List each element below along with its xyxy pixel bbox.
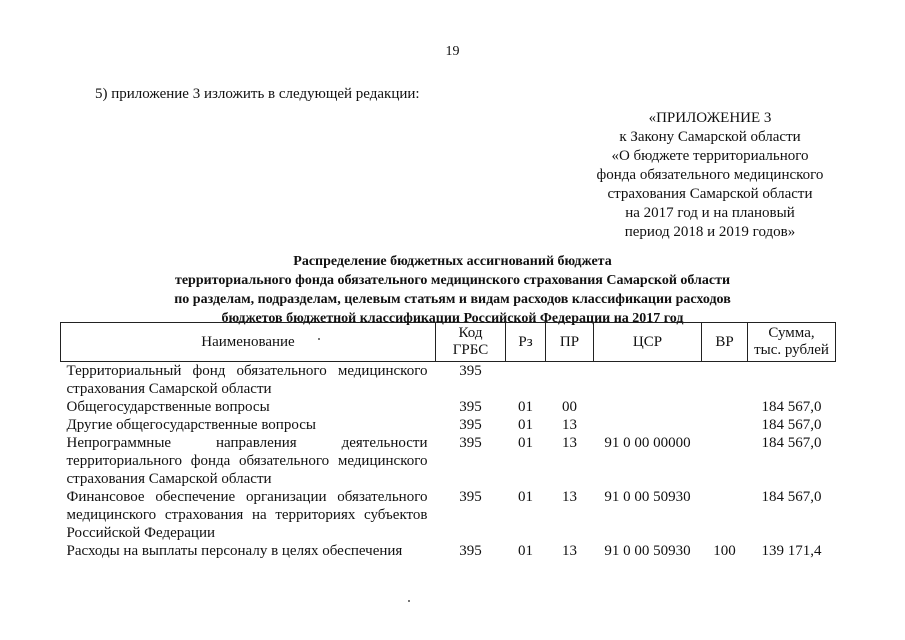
appendix-line: фонда обязательного медицинского [596, 167, 824, 183]
cell-pr [546, 362, 594, 399]
cell-sum: 184 567,0 [761, 417, 822, 433]
document-title [60, 252, 845, 328]
appendix-line: страхования Самарской области [607, 186, 813, 202]
appendix-heading [560, 109, 860, 242]
cell-csr: 91 0 00 50930 [604, 489, 691, 505]
header-pr: ПР [546, 323, 594, 362]
cell-grbs: 395 [459, 543, 482, 559]
appendix-line: «О бюджете территориального [611, 148, 809, 164]
cell-rz: 01 [518, 399, 533, 415]
cell-vr [702, 434, 748, 488]
cell-pr: 13 [562, 489, 577, 505]
cell-csr: 91 0 00 00000 [604, 435, 691, 451]
table-row [61, 398, 836, 416]
budget-table-container [60, 322, 835, 560]
cell-grbs: 395 [459, 399, 482, 415]
appendix-line: на 2017 год и на плановый [625, 205, 795, 221]
cell-pr: 13 [562, 417, 577, 433]
cell-grbs: 395 [459, 417, 482, 433]
table-row [61, 488, 836, 542]
title-line: Распределение бюджетных ассигнований бюджета [293, 254, 612, 269]
title-line: по разделам, подразделам, целевым статьям и видам расходов классификации расходов [174, 292, 731, 307]
cell-csr [594, 362, 702, 399]
appendix-line: к Закону Самарской области [619, 129, 801, 145]
cell-rz: 01 [518, 543, 533, 559]
page-number: 19 [445, 44, 460, 59]
header-csr: ЦСР [594, 323, 702, 362]
cell-rz: 01 [518, 435, 533, 451]
table-row [61, 542, 836, 560]
header-sum-line1: Сумма, [768, 325, 815, 341]
cell-grbs: 395 [459, 363, 482, 379]
appendix-line: «ПРИЛОЖЕНИЕ 3 [648, 110, 772, 126]
cell-name: Финансовое обеспечение организации обязательного медицинского страхования на территориях субъектов Российской Федерации [66, 489, 428, 541]
cell-sum: 184 567,0 [761, 489, 822, 505]
cell-sum: 139 171,4 [761, 543, 822, 559]
cell-pr: 00 [562, 399, 577, 415]
cell-rz: 01 [518, 417, 533, 433]
title-line: бюджетов бюджетной классификации Российской Федерации на 2017 год [221, 311, 684, 326]
header-name: Наименование [61, 323, 436, 362]
table-row [61, 362, 836, 399]
cell-pr: 13 [562, 435, 577, 451]
budget-table [60, 322, 836, 560]
header-grbs-line2: ГРБС [452, 342, 489, 358]
cell-sum: 184 567,0 [761, 435, 822, 451]
cell-vr [702, 398, 748, 416]
cell-name: Непрограммные направления деятельности территориального фонда обязательного медицинского страхования Самарской области [66, 435, 428, 487]
scan-speck [408, 600, 410, 602]
cell-rz [506, 362, 546, 399]
cell-csr [594, 416, 702, 434]
cell-name: Расходы на выплаты персоналу в целях обеспечения [66, 543, 403, 559]
cell-sum: 184 567,0 [761, 399, 822, 415]
cell-vr [702, 362, 748, 399]
scan-speck [318, 338, 320, 340]
cell-grbs: 395 [459, 489, 482, 505]
cell-name: Территориальный фонд обязательного медицинского страхования Самарской области [66, 363, 428, 397]
header-rz: Рз [506, 323, 546, 362]
cell-name: Другие общегосударственные вопросы [66, 417, 316, 433]
title-line: территориального фонда обязательного медицинского страхования Самарской области [174, 273, 731, 288]
cell-pr: 13 [562, 543, 577, 559]
table-row [61, 416, 836, 434]
cell-vr: 100 [713, 543, 736, 559]
cell-rz: 01 [518, 489, 533, 505]
intro-text: 5) приложение 3 изложить в следующей редакции: [95, 86, 420, 102]
cell-csr [594, 398, 702, 416]
header-sum [748, 323, 836, 362]
cell-grbs: 395 [459, 435, 482, 451]
cell-sum [748, 362, 836, 399]
table-header-row [61, 323, 836, 362]
cell-vr [702, 488, 748, 542]
appendix-line: период 2018 и 2019 годов» [624, 224, 796, 240]
header-grbs-line1: Код [458, 325, 483, 341]
header-sum-line2: тыс. рублей [754, 342, 829, 358]
cell-csr: 91 0 00 50930 [604, 543, 691, 559]
table-row [61, 434, 836, 488]
cell-vr [702, 416, 748, 434]
header-grbs [436, 323, 506, 362]
cell-name: Общегосударственные вопросы [66, 399, 270, 415]
header-vr: ВР [702, 323, 748, 362]
